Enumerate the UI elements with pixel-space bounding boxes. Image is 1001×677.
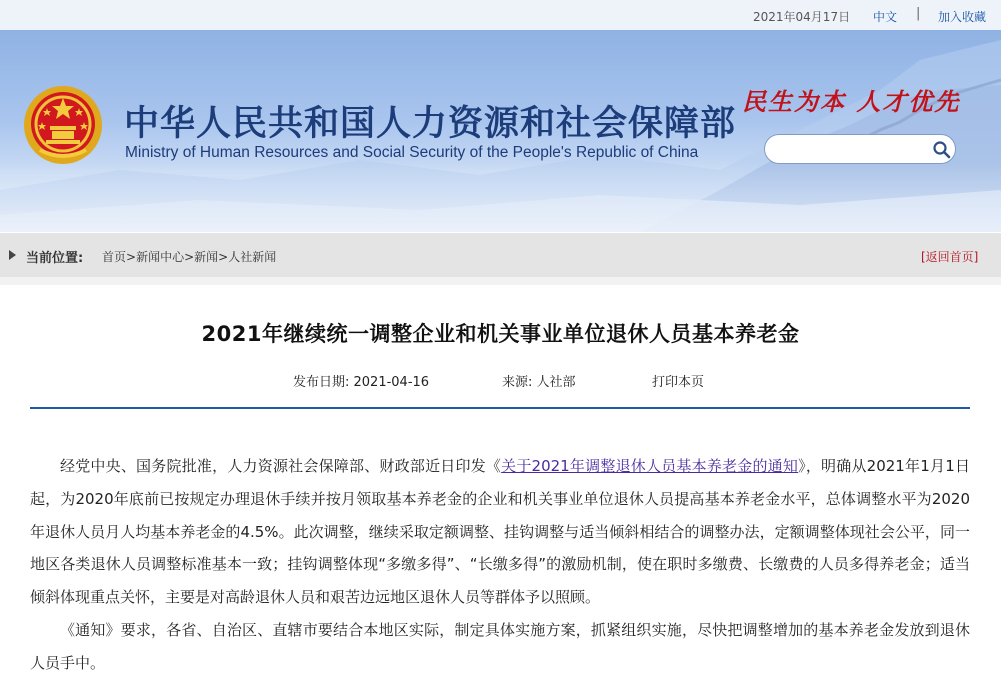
paragraph-text: 》，明确从2021年1月1日起，为2020年底前已按规定办理退休手续并按月领取基本养老金的企业和机关事业单位退休人员提高基本养老金水平，总体调整水平为2020年退休人员月人均基本养老金的4.5%。此次调整，继续采取定额调整、挂钩调整与适当倾斜相结合的调整办法，定额调整体现社会公平，同一地区各类退休人员调整标准基本一致；挂钩调整体现“多缴多得”、“长缴多得”的激励机制，使在职时多缴费、长缴费的人员多得养老金；适当倾斜体现重点关怀，主要是对高龄退休人员和艰苦边远地区退休人员等群体予以照顾。 [30, 457, 970, 607]
article-title: 2021年继续统一调整企业和机关事业单位退休人员基本养老金 [201, 322, 800, 346]
search-icon[interactable] [932, 140, 952, 160]
breadcrumb-separator: > [126, 250, 137, 264]
paragraph-text: 经党中央、国务院批准，人力资源社会保障部、财政部近日印发《 [60, 457, 502, 475]
breadcrumb-item-home[interactable]: 首页 [102, 250, 127, 264]
publish-date: 发布日期: 2021-04-16 [293, 375, 430, 390]
current-date: 2021年04月17日 [753, 10, 851, 24]
top-separator: | [916, 6, 921, 21]
header-banner [0, 30, 1001, 232]
ministry-title-en: Ministry of Human Resources and Social Security of the People's Republic of China [125, 144, 699, 161]
section-divider [0, 277, 1001, 285]
breadcrumb-item-news-center[interactable]: 新闻中心 [136, 250, 185, 264]
breadcrumb-separator: > [218, 250, 229, 264]
add-favorite-link[interactable]: 加入收藏 [938, 10, 987, 24]
top-bar [0, 0, 1001, 30]
banner-haze [0, 162, 1001, 232]
article-paragraph [30, 450, 970, 614]
print-page-link[interactable]: 打印本页 [652, 375, 705, 390]
search-input[interactable] [779, 140, 929, 158]
article-paragraph: 《通知》要求，各省、自治区、直辖市要结合本地区实际，制定具体实施方案，抓紧组织实施，尽快把调整增加的基本养老金发放到退休人员手中。 [30, 620, 970, 672]
national-emblem-icon [22, 84, 104, 166]
article-source: 来源: 人社部 [502, 375, 576, 390]
breadcrumb [0, 233, 1001, 277]
search-box [764, 134, 956, 164]
breadcrumb-label: 当前位置: [26, 251, 84, 266]
breadcrumb-separator: > [184, 250, 195, 264]
breadcrumb-item-hrss-news[interactable]: 人社新闻 [228, 250, 277, 264]
language-link[interactable]: 中文 [873, 10, 898, 24]
slogan: 民生为本 人才优先 [742, 87, 961, 116]
article-body [30, 450, 970, 677]
ministry-title-cn: 中华人民共和国人力资源和社会保障部 [124, 104, 737, 144]
breadcrumb-path [102, 248, 276, 265]
back-home-link[interactable]: [返回首页] [921, 250, 979, 264]
triangle-right-icon [9, 250, 16, 260]
breadcrumb-item-news[interactable]: 新闻 [194, 250, 219, 264]
notice-link[interactable]: 关于2021年调整退休人员基本养老金的通知 [501, 457, 799, 475]
title-rule [30, 407, 970, 409]
